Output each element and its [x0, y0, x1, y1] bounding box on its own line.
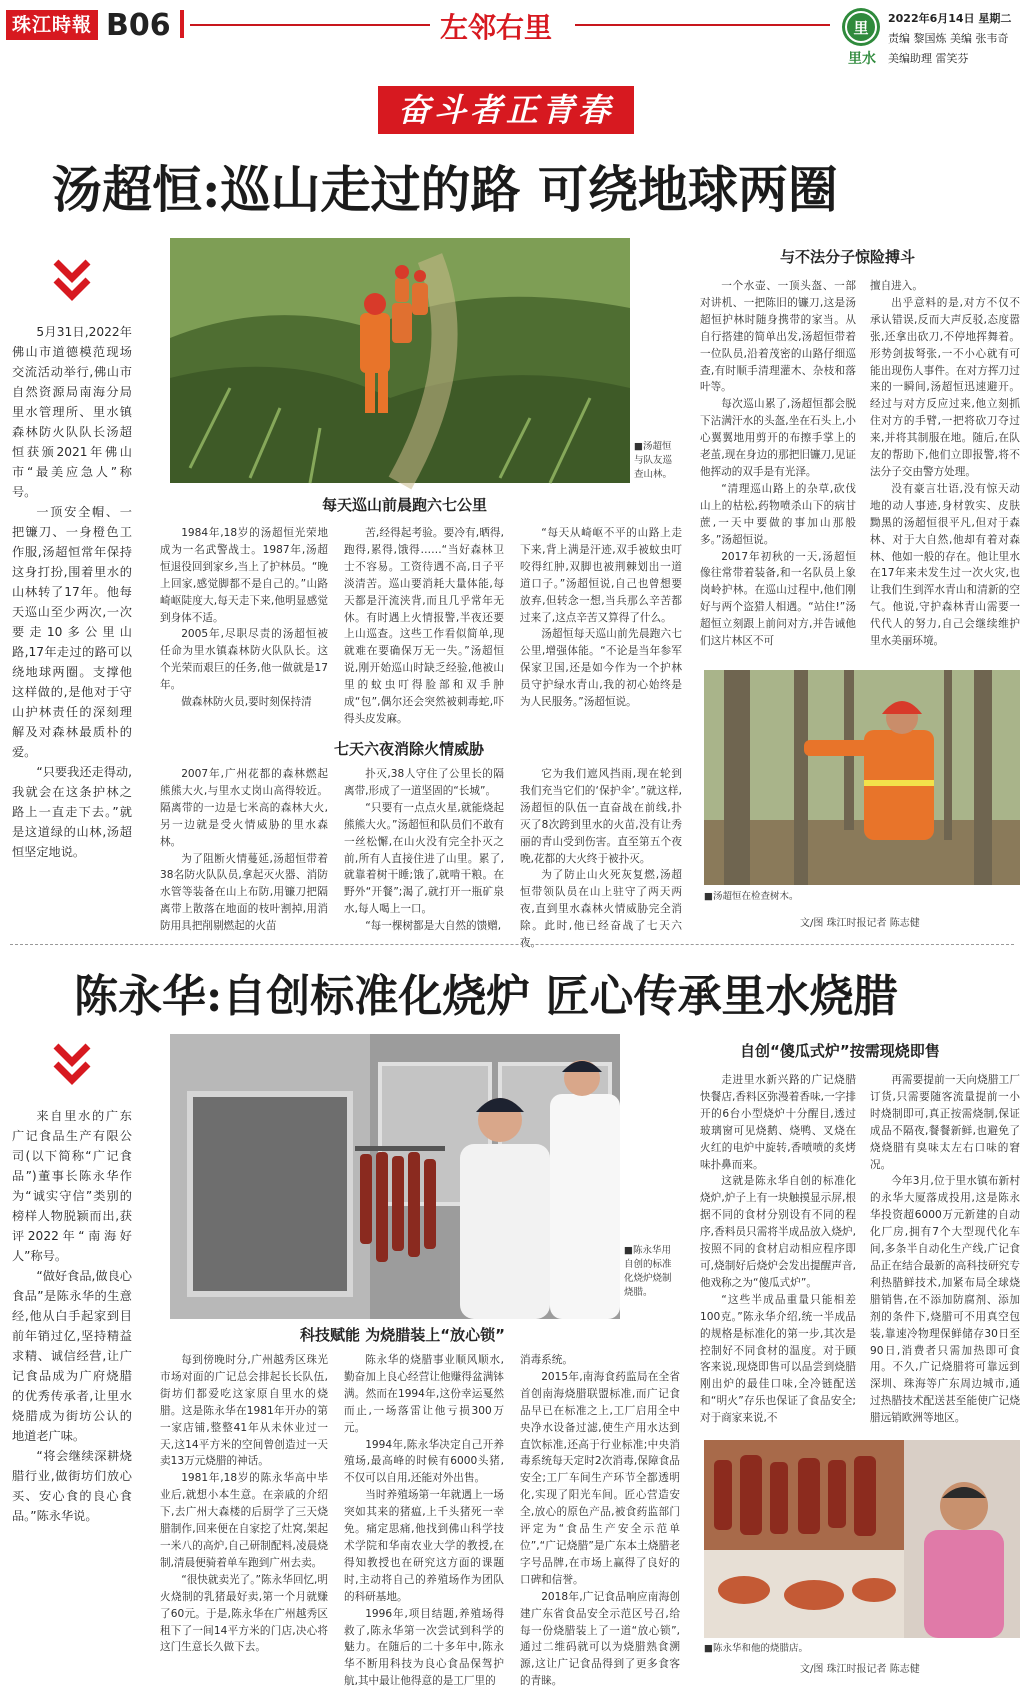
body-paragraph: “很快就卖光了。”陈永华回忆,明火烧制的乳猪最好卖,第一个月就赚了60元。于是,陈永华在广州越秀区租下了一间14平方米的门店,决心将这门生意长久做下去。: [160, 1573, 328, 1654]
body-paragraph: 每到傍晚时分,广州越秀区珠光市场对面的广记总会排起长长队伍,街坊们都爱吃这家原自里水的烧腊。这是陈永华在1981年开办的第一家店铺,整整41年从未休业过一天,这14平方米的空间曾创造过一天卖13万元烧腊的神话。: [160, 1354, 328, 1468]
partner-logo-text: 里水: [848, 51, 876, 67]
chevron-down-icon: [52, 1042, 92, 1096]
article1-column-8: [870, 278, 1020, 658]
article1-column-6: [520, 766, 682, 950]
article2-byline: 文/图 珠江时报记者 陈志健: [800, 1664, 920, 1675]
article1-photo-inspecting: [704, 670, 1020, 885]
body-paragraph: 1984年,18岁的汤超恒光荣地成为一名武警战士。1987年,汤超恒退役回到家乡,当上了护林员。“晚上回家,感觉脚都不是自己的。”山路崎岖陡度大,每天走下来,他明显感觉到身体不适。: [160, 527, 328, 624]
article1-column-7: [700, 278, 856, 658]
article1-column-3: [520, 525, 682, 715]
article1-column-1: [160, 525, 328, 715]
article2-sidebar: [12, 1106, 132, 1536]
body-paragraph: 1996年,项目结题,养殖场得救了,陈永华第一次尝试到科学的魅力。在随后的二十多年中,陈永华不断用科技为良心食品保驾护航,其中最让他得意的是工厂里的: [344, 1607, 504, 1688]
body-paragraph: 每次巡山累了,汤超恒都会脱下沾满汗水的头盔,坐在石头上,小心翼翼地用剪开的布擦手掌上的老茧,现在身边的那把旧镰刀,见证他挥动的双手是有光泽。: [700, 398, 856, 478]
sidebar-paragraph: 一顶安全帽、一把镰刀、一身橙色工作服,汤超恒常年保持这身打扮,围着里水的山林转了17年。他每天巡山至少两次,一次要走10多公里山路,17年走过的路可以绕地球两圈。支撑他这样做的,是他对于守山护林责任的深刻理解及对森林最质朴的爱。: [12, 505, 132, 759]
body-paragraph: 没有豪言壮语,没有惊天动地的动人事迹,身材敦实、皮肤黝黑的汤超恒很平凡,但对于森林、对于大自然,他却有着对森林、他如一般的存在。他让里水在17年来未发生过一次火灾,也让我们生到浑水青山和清新的空气。他说,守护森林青山需要一代代人的努力,自己会继续维护里水美丽环境。: [870, 482, 1020, 648]
newspaper-logo: 珠江時報: [6, 10, 98, 40]
article2-headline: 陈永华:自创标准化烧炉 匠心传承里水烧腊: [74, 971, 898, 1022]
body-paragraph: 2007年,广州花都的森林燃起熊熊大火,与里水丈岗山高得较近。隔离带的一边是七米高的森林大火,另一边就是受火情威胁的里水森林。: [160, 768, 328, 848]
body-paragraph: “只要有一点点火星,就能烧起熊熊大火。”汤超恒和队员们不敢有一丝松懈,在山火没有完全扑灭之前,所有人直接住进了山里。累了,就靠着树干睡;饿了,就啃干粮。在野外“开餐”;渴了,就打开一瓶矿泉水,每人喝上一口。: [344, 801, 504, 916]
article1-byline: 文/图 珠江时报记者 陈志健: [800, 918, 920, 929]
article1-headline: 汤超恒:巡山走过的路 可绕地球两圈: [52, 160, 838, 219]
chevron-down-icon: [52, 258, 92, 312]
page-number: B06: [106, 8, 171, 43]
body-paragraph: 为了防止山火死灰复燃,汤超恒带领队员在山上驻守了两天两夜,直到里水森林火情威胁完全消除。此时,他已经奋战了七天六夜。: [520, 869, 682, 950]
section-title: 左邻右里: [440, 11, 553, 44]
masthead-rule-right: [575, 24, 830, 26]
sidebar-paragraph: 5月31日,2022年佛山市道德模范现场交流活动举行,佛山市自然资源局南海分局里水管理所、里水镇森林防火队队长汤超恒获颁2021年佛山市“最美应急人”称号。: [12, 325, 132, 499]
body-paragraph: 汤超恒每天巡山前先晨跑六七公里,增强体能。“不论是当年参军保家卫国,还是如今作为一个护林员守护绿水青山,我的初心始终是为人民服务。”汤超恒说。: [520, 628, 682, 709]
article2-column-4: [700, 1072, 856, 1427]
article2-photo2-caption: ■陈永华和他的烧腊店。: [704, 1643, 808, 1654]
assistant-credits: 美编助理 雷笑芬: [888, 52, 969, 65]
article2-photo1-caption: ■陈永华用自创的标准化烧炉烧制烧腊。: [624, 1245, 672, 1298]
body-paragraph: “这些半成品重量只能相差100克。”陈永华介绍,统一半成品的规格是标准化的第一步,其次是控制好不同食材的温度。对于顾客来说,现烧即售可以品尝到烧腊刚出炉的最佳口味,全冷链配送和“明火”存乐也保证了食品安全;对于商家来说,不: [700, 1293, 856, 1425]
lishui-emblem-icon: [842, 8, 880, 46]
article2-column-3: [520, 1352, 680, 1688]
article2-subhead-2: 自创“傻瓜式炉”按需现烧即售: [740, 1042, 940, 1060]
body-paragraph: 它为我们遮风挡雨,现在轮到我们充当它们的‘保护伞’。”就这样,汤超恒的队伍一直奋战在前线,扑灭了8次跨到里水的火苗,没有让秀丽的青山受到伤害。直至第五个夜晚,花都的大火终于被扑灭。: [520, 768, 682, 865]
body-paragraph: 苦,经得起考验。要冷有,晒得,跑得,累得,饿得……“当好森林卫士不容易。工资待遇不高,日子平淡清苦。巡山要消耗大量体能,每天都是汗流浃背,而且几乎常年无休。有时遇上火情报警,半夜还要上山巡查。这些工作看似简单,现就难在要确保万无一失。”汤超恒说,刚开始巡山时缺乏经验,他被山里的蚊虫叮得脸部和双手肿成“包”,偶尔还会突然被刺毒蛇,吓得头皮发麻。: [344, 527, 504, 725]
column-banner: 奋斗者正青春: [378, 86, 634, 134]
sidebar-paragraph: 来自里水的广东广记食品生产有限公司(以下简称“广记食品”)董事长陈永华作为“诚实守信”类别的榜样人物脱颖而出,获评2022年“南海好人”称号。: [12, 1109, 132, 1263]
body-paragraph: 今年3月,位于里水镇布新村的永华大厦落成投用,这是陈永华投资超6000万元新建的自动化厂房,拥有7个大型现代化车间,多条半自动化生产线,广记食品正在结合最新的高科技研究专利热腊鲜技术,加紧布局全球烧腊销售,在不添加防腐剂、添加剂的条件下,烧腊可不用真空包装,靠速冷物理保鲜储存30日至90日,消费者只需加热即可食用。不久,广记烧腊将可靠远到深圳、珠海等广东周边城市,通过热腊技术配送甚至能使广记烧腊远销欧洲等地区。: [870, 1175, 1020, 1425]
body-paragraph: 扑灭,38人守住了公里长的隔离带,形成了一道坚固的“长城”。: [344, 768, 504, 797]
article1-subhead-2: 七天六夜消除火情威胁: [334, 740, 485, 758]
page-number-bar: [180, 10, 184, 38]
body-paragraph: 出乎意料的是,对方不仅不承认错误,反而大声反驳,态度嚣张,还拿出砍刀,不停地挥舞着。形势剑拔弩张,一不小心就有可能出现伤人事件。在对方挥刀过来的一瞬间,汤超恒迅速避开。经过与对方反应过来,他立刻抓住对方的手臂,一把将砍刀夺过来,并将其制服在地。随后,在队友的帮助下,他们立即报警,将不法分子交由警方处理。: [870, 296, 1020, 478]
sidebar-paragraph: “做好食品,做良心食品”是陈永华的生意经,他从白手起家到目前年销过亿,坚持精益求精、诚信经营,让广记食品成为广府烧腊的优秀传承者,让里水烧腊成为街坊公认的地道老广味。: [12, 1269, 132, 1443]
article1-column-4: [160, 766, 328, 934]
article2-column-5: [870, 1072, 1020, 1427]
body-paragraph: 1981年,18岁的陈永华高中毕业后,就想小本生意。在亲戚的介绍下,去广州大森楼的后厨学了三天烧腊制作,回来便在自家挖了灶窝,架起一米八的高炉,自己研制配料,凌晨烧制,清晨便骑着单车跑到广州去卖。: [160, 1472, 328, 1569]
svg-text:里: 里: [853, 19, 869, 37]
article1-photo2-caption: ■汤超恒在检查树木。: [704, 891, 799, 902]
body-paragraph: 这就是陈永华自创的标准化烧炉,炉子上有一块触摸显示屏,根据不同的食材分别设有不同的程序,香料员只需将半成品放入烧炉,按照不同的食材启动相应程序即可,烧制好后烧炉会发出提醒声音,他戏称之为“傻瓜式炉”。: [700, 1175, 856, 1289]
masthead-rule-left: [190, 24, 430, 26]
article2-photo-oven: [170, 1034, 620, 1319]
body-paragraph: 再需要提前一天向烧腊工厂订货,只需要随客流量提前一小时烧制即可,真正按需烧制,保证成品不隔夜,餐餐新鲜,也避免了烧烧腊有臭味太左右口味的窘况。: [870, 1074, 1020, 1171]
article2-column-2: [344, 1352, 504, 1688]
sidebar-paragraph: “将会继续深耕烧腊行业,做街坊们放心买、安心食的良心食品。”陈永华说。: [12, 1449, 132, 1523]
body-paragraph: 消毒系统。: [520, 1354, 573, 1366]
article2-column-1: [160, 1352, 328, 1674]
editor-credits: 责编 黎国炼 美编 张韦奇: [888, 32, 1009, 45]
article1-column-5: [344, 766, 504, 934]
issue-date: 2022年6月14日 星期二: [888, 12, 1012, 25]
article2-subhead-1: 科技赋能 为烧腊装上“放心锁”: [300, 1326, 505, 1344]
body-paragraph: 走进里水新兴路的广记烧腊快餐店,香料区弥漫着香味,一字排开的6台小型烧炉十分醒目,透过玻璃窗可见烧鹅、烧鸭、叉烧在火红的电炉中旋转,香喷喷的炙烤味扑鼻而来。: [700, 1074, 856, 1171]
article1-subhead-3: 与不法分子惊险搏斗: [780, 248, 916, 266]
body-paragraph: 当时养殖场第一年就遇上一场突如其来的猪瘟,上千头猪死一幸免。痛定思痛,他找到佛山科学技术学院和华南农业大学的教授,在得知教授也在研究这方面的课题时,主动将自己的养殖场作为团队的科研基地。: [344, 1489, 504, 1603]
body-paragraph: 一个水壶、一顶头盔、一部对讲机、一把陈旧的镰刀,这是汤超恒护林时随身携带的家当。从自行搭建的简单出发,汤超恒带着一位队员,沿着茂密的山路仔细巡查,有时顺手清理灌木、杂枝和落叶等。: [700, 280, 856, 394]
article2-photo-shop: [704, 1440, 1020, 1638]
body-paragraph: 2018年,广记食品响应南海创建广东省食品安全示范区号召,给每一份烧腊装上了一道“放心锁”,通过二维码就可以为烧腊熟食溯源,这让广记食品得到了更多食客的青睐。: [520, 1590, 680, 1688]
body-paragraph: “每一棵树都是大自然的馈赠,: [365, 920, 502, 933]
body-paragraph: “每天从崎岖不平的山路上走下来,背上满是汗迹,双手被蚊虫叮咬得红肿,双脚也被荆棘划出一道道口子。”汤超恒说,自己也曾想要放弃,但转念一想,当兵那么辛苦都过来了,这点辛苦又算得了什么。: [520, 527, 682, 624]
body-paragraph: 为了阻断火情蔓延,汤超恒带着38名防火队队员,拿起灭火器、消防水管等装备在山上布防,用镰刀把隔离带上散落在地面的枝叶割掉,用消防用具把削剔燃起的火苗: [160, 852, 328, 933]
article1-photo-patrol: [170, 238, 630, 483]
sidebar-paragraph: “只要我还走得动,我就会在这条护林之路上一直走下去。”就是这道绿的山林,汤超恒坚定地说。: [12, 765, 132, 859]
body-paragraph: 擅自进入。: [870, 280, 923, 292]
body-paragraph: 陈永华的烧腊事业顺风顺水,勤奋加上良心经营让他赚得盆满钵满。然而在1994年,这份幸运戛然而止,一场落雷让他亏损300万元。: [344, 1354, 504, 1434]
article1-sidebar: [12, 322, 132, 862]
body-paragraph: 2017年初秋的一天,汤超恒像往常带着装备,和一名队员上象岗岭护林。在巡山过程中,他们刚好与两个盗猎人相遇。“站住!”汤超恒立刻跟上前问对方,并告诫他们这片林区不可: [700, 550, 856, 648]
body-paragraph: 2005年,尽职尽责的汤超恒被任命为里水镇森林防火队队长。这个光荣而艰巨的任务,他一做就是17年。: [160, 628, 328, 692]
article1-photo1-caption: ■汤超恒与队友巡查山林。: [634, 441, 673, 480]
body-paragraph: 做森林防火员,要时刻保持清: [181, 696, 312, 709]
article1-column-2: [344, 525, 504, 725]
body-paragraph: 2015年,南海食药监局在全省首创南海烧腊联盟标准,而广记食品早已在标准之上,工厂启用全中央净水设备过滤,使生产用水达到直饮标准,还高于行业标准;中央消毒系统每天定时2次消毒,保障食品安全;工厂车间生产环节全都透明化,实现了阳光车间。匠心营造安全,放心的原色产品,被食药监部门评定为“食品生产安全示范单位”,“广记烧腊”是广东本土烧腊老字号品牌,在市场上赢得了良好的口碑和信誉。: [520, 1370, 680, 1586]
body-paragraph: 1994年,陈永华决定自己开养殖场,最高峰的时候有6000头猪,不仅可以自用,还能对外出售。: [344, 1438, 504, 1485]
article1-subhead-1: 每天巡山前晨跑六七公里: [322, 496, 488, 514]
body-paragraph: “清理巡山路上的杂草,砍伐山上的枯松,药物喷杀山下的病甘蔗,一天中要做的事加山那般多。”汤超恒说。: [700, 482, 856, 546]
article-divider: [10, 944, 1014, 945]
